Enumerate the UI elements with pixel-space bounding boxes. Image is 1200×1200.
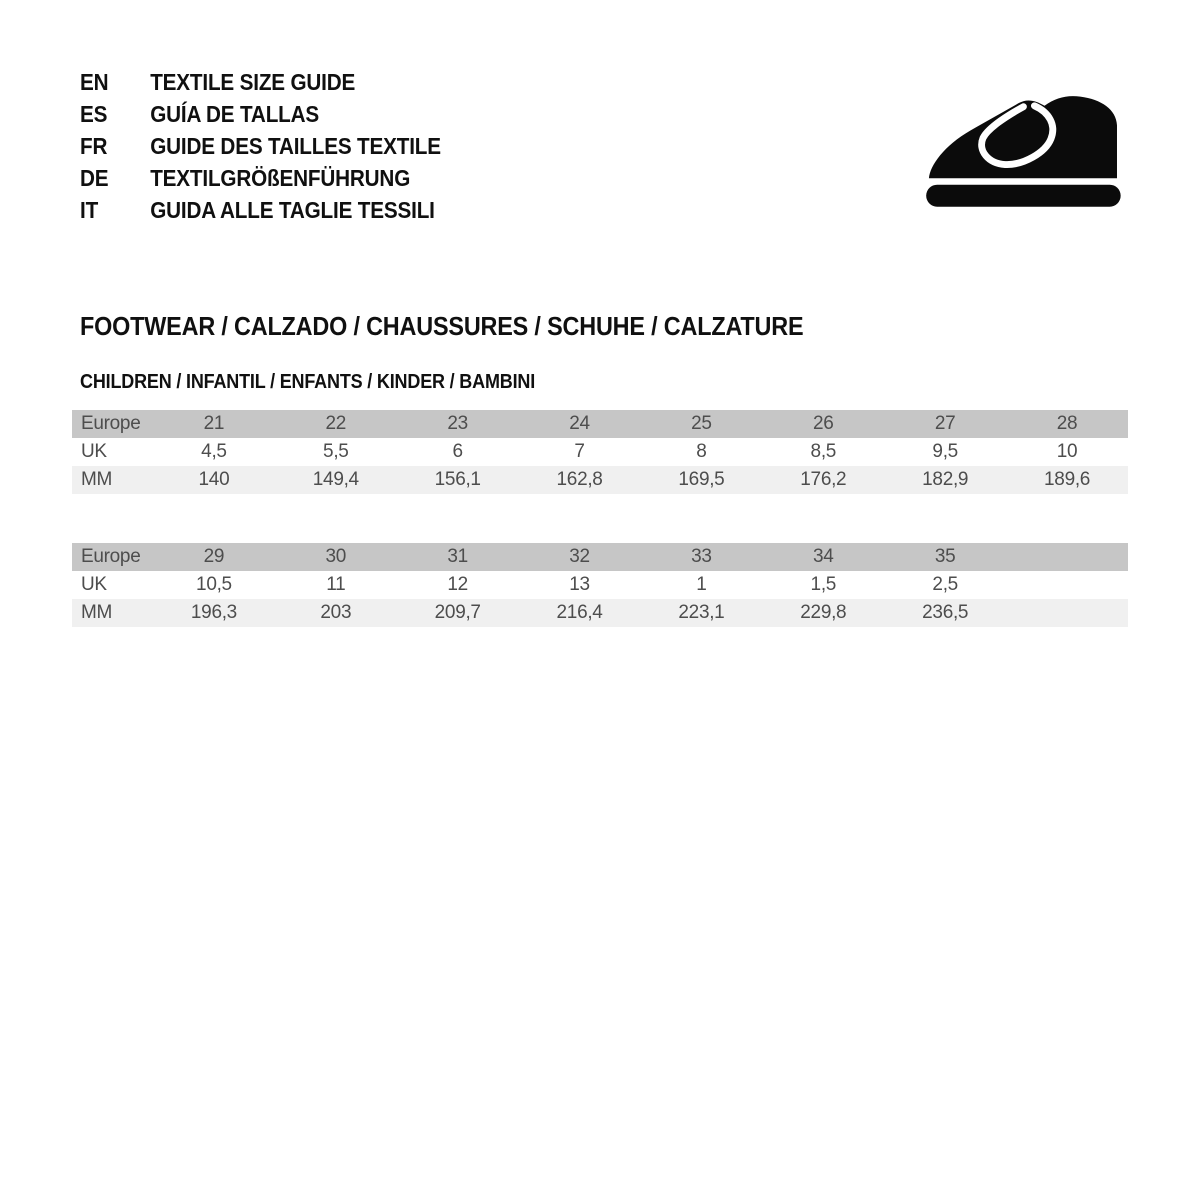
language-code: IT	[80, 196, 99, 223]
language-row-de	[80, 162, 441, 194]
size-cell: 31	[397, 543, 519, 571]
size-cell: 6	[452, 441, 463, 462]
children-shoe-icon	[906, 86, 1128, 210]
section-title-footwear: FOOTWEAR / CALZADO / CHAUSSURES / SCHUHE / CALZATURE	[80, 311, 804, 341]
size-cell: 203	[275, 599, 397, 627]
size-cell	[1006, 543, 1128, 571]
language-row-it	[80, 194, 441, 226]
size-cell: 140	[153, 466, 275, 494]
size-cell: 10,5	[196, 574, 232, 595]
size-cell: 30	[275, 543, 397, 571]
size-cell: 236,5	[884, 599, 1006, 627]
children-size-table-2	[72, 543, 1128, 627]
row-label: UK	[81, 574, 107, 595]
size-cell: 216,4	[519, 599, 641, 627]
size-cell: 149,4	[275, 466, 397, 494]
size-cell: 27	[884, 410, 1006, 438]
size-cell: 209,7	[397, 599, 519, 627]
size-cell: 176,2	[762, 466, 884, 494]
language-title: GUIDA ALLE TAGLIE TESSILI	[150, 196, 435, 223]
size-cell: 33	[641, 543, 763, 571]
size-cell: 196,3	[153, 599, 275, 627]
size-cell: 9,5	[932, 441, 958, 462]
language-title: GUÍA DE TALLAS	[150, 100, 320, 127]
row-label: UK	[81, 441, 107, 462]
size-cell: 25	[641, 410, 763, 438]
size-row-uk	[72, 438, 1128, 466]
size-cell: 13	[569, 574, 590, 595]
size-cell: 29	[153, 543, 275, 571]
subsection-title-children: CHILDREN / INFANTIL / ENFANTS / KINDER / BAMBINI	[80, 371, 536, 393]
size-cell: 229,8	[762, 599, 884, 627]
size-cell: 22	[275, 410, 397, 438]
size-cell: 4,5	[201, 441, 227, 462]
size-cell: 11	[326, 574, 346, 595]
size-cell: 162,8	[519, 466, 641, 494]
size-cell	[1006, 571, 1128, 599]
size-cell	[1006, 599, 1128, 627]
size-cell: 5,5	[323, 441, 349, 462]
language-code: FR	[80, 132, 108, 159]
language-title: GUIDE DES TAILLES TEXTILE	[150, 132, 441, 159]
size-cell: 8,5	[810, 441, 837, 462]
language-code: EN	[80, 68, 109, 95]
size-cell: 35	[884, 543, 1006, 571]
size-row-uk	[72, 571, 1128, 599]
size-cell: 1,5	[810, 574, 837, 595]
children-size-table-1	[72, 410, 1128, 494]
language-title: TEXTILE SIZE GUIDE	[150, 68, 356, 95]
size-cell: 34	[762, 543, 884, 571]
language-row-fr	[80, 130, 441, 162]
language-row-es	[80, 98, 441, 130]
size-cell: 23	[397, 410, 519, 438]
size-cell: 2,5	[932, 574, 958, 595]
row-label: Europe	[72, 410, 153, 438]
size-cell: 10	[1056, 441, 1078, 462]
row-label: Europe	[72, 543, 153, 571]
language-code: ES	[80, 100, 108, 127]
size-row-mm	[72, 599, 1128, 627]
size-cell: 32	[519, 543, 641, 571]
size-cell: 26	[762, 410, 884, 438]
size-cell: 7	[574, 441, 585, 462]
size-cell: 182,9	[884, 466, 1006, 494]
size-cell: 12	[447, 574, 468, 595]
row-label: MM	[72, 466, 153, 494]
size-cell: 1	[696, 574, 707, 595]
size-cell: 24	[519, 410, 641, 438]
size-cell: 223,1	[641, 599, 763, 627]
language-row-en	[80, 66, 441, 98]
size-row-europe	[72, 410, 1128, 438]
size-cell: 8	[696, 441, 707, 462]
size-cell: 169,5	[641, 466, 763, 494]
size-cell: 189,6	[1006, 466, 1128, 494]
row-label: MM	[72, 599, 153, 627]
size-cell: 28	[1006, 410, 1128, 438]
size-cell: 156,1	[397, 466, 519, 494]
language-legend	[80, 66, 441, 226]
language-title: TEXTILGRÖßENFÜHRUNG	[150, 164, 411, 191]
language-code: DE	[80, 164, 109, 191]
size-row-europe	[72, 543, 1128, 571]
size-cell: 21	[153, 410, 275, 438]
size-row-mm	[72, 466, 1128, 494]
